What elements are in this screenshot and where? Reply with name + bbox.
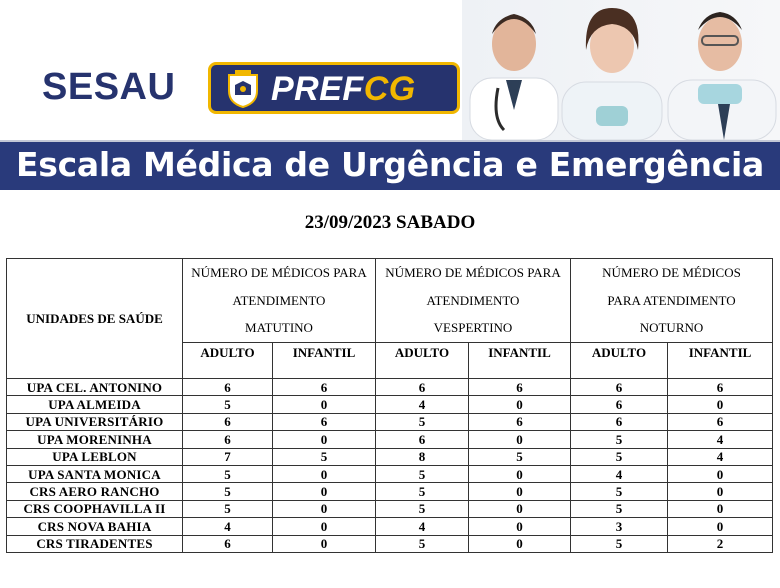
cell-value: 0: [668, 518, 773, 535]
cell-value: 5: [376, 413, 469, 430]
cell-value: 5: [571, 535, 668, 552]
cell-value: 6: [376, 379, 469, 396]
unit-name: UPA MORENINHA: [7, 431, 183, 448]
cell-value: 6: [183, 535, 273, 552]
cell-value: 4: [668, 448, 773, 465]
title-banner: [0, 140, 780, 190]
unit-name: CRS TIRADENTES: [7, 535, 183, 552]
group-header-noturno: [571, 259, 773, 343]
unit-name: UPA LEBLON: [7, 448, 183, 465]
cell-value: 0: [668, 465, 773, 482]
cell-value: 0: [469, 483, 571, 500]
unit-name: UPA ALMEIDA: [7, 396, 183, 413]
table-row: [7, 465, 773, 482]
cell-value: 0: [469, 396, 571, 413]
cell-value: 6: [571, 379, 668, 396]
table-row: [7, 379, 773, 396]
table-row: [7, 500, 773, 517]
table-row: [7, 483, 773, 500]
group-header-vespertino: [376, 259, 571, 343]
unit-name: CRS AERO RANCHO: [7, 483, 183, 500]
doctors-illustration: [462, 0, 780, 140]
cell-value: 6: [376, 431, 469, 448]
cell-value: 4: [376, 396, 469, 413]
cell-value: 0: [273, 518, 376, 535]
cell-value: 0: [668, 483, 773, 500]
cell-value: 4: [376, 518, 469, 535]
cell-value: 4: [571, 465, 668, 482]
group-header-line: ATENDIMENTO: [426, 292, 520, 308]
schedule-table: [6, 258, 773, 553]
cell-value: 0: [273, 396, 376, 413]
city-crest-icon: [225, 69, 261, 109]
cell-value: 5: [469, 448, 571, 465]
cell-value: 3: [571, 518, 668, 535]
cell-value: 5: [183, 465, 273, 482]
prefcg-logo: [208, 62, 460, 114]
cell-value: 6: [273, 379, 376, 396]
subheader-adulto: ADULTO: [376, 343, 469, 379]
cell-value: 0: [469, 500, 571, 517]
group-header-line: MATUTINO: [245, 320, 313, 335]
cell-value: 5: [376, 465, 469, 482]
cell-value: 6: [571, 396, 668, 413]
cell-value: 5: [183, 500, 273, 517]
cell-value: 5: [183, 483, 273, 500]
sesau-logo: SESAU: [42, 66, 176, 108]
cell-value: 4: [183, 518, 273, 535]
cell-value: 6: [571, 413, 668, 430]
cell-value: 6: [668, 379, 773, 396]
cell-value: 8: [376, 448, 469, 465]
cell-value: 5: [571, 483, 668, 500]
table-body: [7, 379, 773, 553]
table-row: [7, 535, 773, 552]
group-header-line: NÚMERO DE MÉDICOS PARA: [385, 265, 561, 280]
group-header-matutino: [183, 259, 376, 343]
cell-value: 6: [469, 413, 571, 430]
cell-value: 6: [183, 413, 273, 430]
subheader-adulto: ADULTO: [571, 343, 668, 379]
unit-column-header: UNIDADES DE SAÚDE: [7, 259, 183, 379]
cell-value: 6: [273, 413, 376, 430]
table-row: [7, 518, 773, 535]
group-header-line: PARA ATENDIMENTO: [607, 292, 736, 308]
unit-name: CRS COOPHAVILLA II: [7, 500, 183, 517]
table-row: [7, 448, 773, 465]
doctors-photo: [462, 0, 780, 140]
cell-value: 0: [668, 500, 773, 517]
cell-value: 0: [668, 396, 773, 413]
subheader-infantil: INFANTIL: [469, 343, 571, 379]
unit-name: UPA SANTA MONICA: [7, 465, 183, 482]
cell-value: 5: [571, 448, 668, 465]
cell-value: 5: [376, 500, 469, 517]
group-header-line: VESPERTINO: [433, 320, 513, 335]
cell-value: 6: [469, 379, 571, 396]
cell-value: 0: [469, 535, 571, 552]
cell-value: 0: [273, 431, 376, 448]
prefcg-wordmark: [271, 70, 416, 109]
cell-value: 0: [469, 431, 571, 448]
cell-value: 5: [571, 500, 668, 517]
cell-value: 6: [183, 431, 273, 448]
schedule-date: 23/09/2023 SABADO: [304, 212, 476, 233]
group-header-line: NÚMERO DE MÉDICOS PARA: [191, 265, 367, 280]
cell-value: 5: [571, 431, 668, 448]
group-header-line: NÚMERO DE MÉDICOS: [602, 265, 741, 280]
cell-value: 0: [273, 500, 376, 517]
cell-value: 5: [183, 396, 273, 413]
table-row: [7, 413, 773, 430]
cell-value: 2: [668, 535, 773, 552]
subheader-infantil: INFANTIL: [668, 343, 773, 379]
cell-value: 5: [376, 483, 469, 500]
group-header-line: NOTURNO: [639, 320, 704, 335]
group-header-line: ATENDIMENTO: [232, 292, 326, 308]
cell-value: 0: [273, 535, 376, 552]
cell-value: 5: [273, 448, 376, 465]
pref-label: PREF: [271, 70, 364, 108]
cell-value: 0: [273, 465, 376, 482]
cell-value: 0: [469, 465, 571, 482]
table-header-row: [7, 259, 773, 343]
table-row: [7, 431, 773, 448]
cell-value: 0: [469, 518, 571, 535]
page-title: Escala Médica de Urgência e Emergência: [16, 145, 764, 184]
unit-name: UPA CEL. ANTONINO: [7, 379, 183, 396]
cell-value: 0: [273, 483, 376, 500]
cell-value: 6: [183, 379, 273, 396]
cell-value: 5: [376, 535, 469, 552]
cell-value: 7: [183, 448, 273, 465]
cell-value: 6: [668, 413, 773, 430]
header: [0, 0, 780, 140]
subheader-infantil: INFANTIL: [273, 343, 376, 379]
cg-label: CG: [363, 70, 416, 108]
unit-name: CRS NOVA BAHIA: [7, 518, 183, 535]
subheader-adulto: ADULTO: [183, 343, 273, 379]
table-row: [7, 396, 773, 413]
unit-name: UPA UNIVERSITÁRIO: [7, 413, 183, 430]
cell-value: 4: [668, 431, 773, 448]
